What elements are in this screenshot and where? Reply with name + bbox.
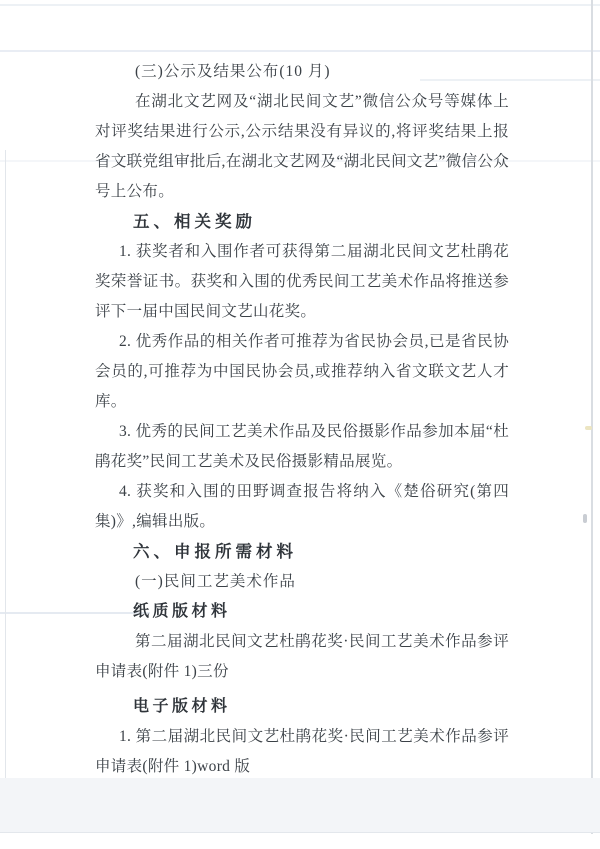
paragraph-award-item-2: 2. 优秀作品的相关作者可推荐为省民协会员,已是省民协会员的,可推荐为中国民协会员,或推荐纳入省文联文艺人才库。: [95, 333, 509, 410]
document-text-block: [95, 57, 509, 782]
scan-speck-artifact: [585, 426, 592, 430]
scan-streak-artifact: [0, 4, 600, 6]
scan-streak-artifact: [0, 50, 600, 52]
paragraph-award-item-4: 4. 获奖和入围的田野调查报告将纳入《楚俗研究(第四集)》,编辑出版。: [95, 483, 509, 530]
section-heading-related-awards: 五、相关奖励: [133, 213, 256, 231]
subheading-electronic-materials: 电子版材料: [133, 698, 231, 715]
section-heading-application-materials: 六、申报所需材料: [133, 543, 297, 561]
scan-bottom-band: [0, 778, 600, 833]
scan-speck-artifact: [583, 514, 587, 523]
subheading-paper-materials: 纸质版材料: [133, 603, 231, 620]
page-edge-line-left: [5, 150, 6, 833]
paragraph-award-item-1: 1. 获奖者和入围作者可获得第二届湖北民间文艺杜鹃花奖荣誉证书。获奖和入围的优秀民间工艺美术作品将推送参评下一届中国民间文艺山花奖。: [95, 243, 509, 320]
paragraph-electronic-materials-item-1: 1. 第二届湖北民间文艺杜鹃花奖·民间工艺美术作品参评申请表(附件 1)word 版: [95, 728, 509, 775]
page-edge-line-right: [591, 0, 593, 834]
subsection-heading-folk-craft-works: (一)民间工艺美术作品: [135, 573, 296, 590]
paragraph-public-notice-body: 在湖北文艺网及“湖北民间文艺”微信公众号等媒体上对评奖结果进行公示,公示结果没有异议的,将评奖结果上报省文联党组审批后,在湖北文艺网及“湖北民间文艺”微信公众号上公布。: [95, 93, 509, 200]
subsection-heading-public-notice: (三)公示及结果公布(10 月): [135, 63, 331, 80]
paragraph-paper-materials-item: 第二届湖北民间文艺杜鹃花奖·民间工艺美术作品参评申请表(附件 1)三份: [95, 633, 509, 680]
paragraph-award-item-3: 3. 优秀的民间工艺美术作品及民俗摄影作品参加本届“杜鹃花奖”民间工艺美术及民俗摄影精品展览。: [95, 423, 509, 470]
